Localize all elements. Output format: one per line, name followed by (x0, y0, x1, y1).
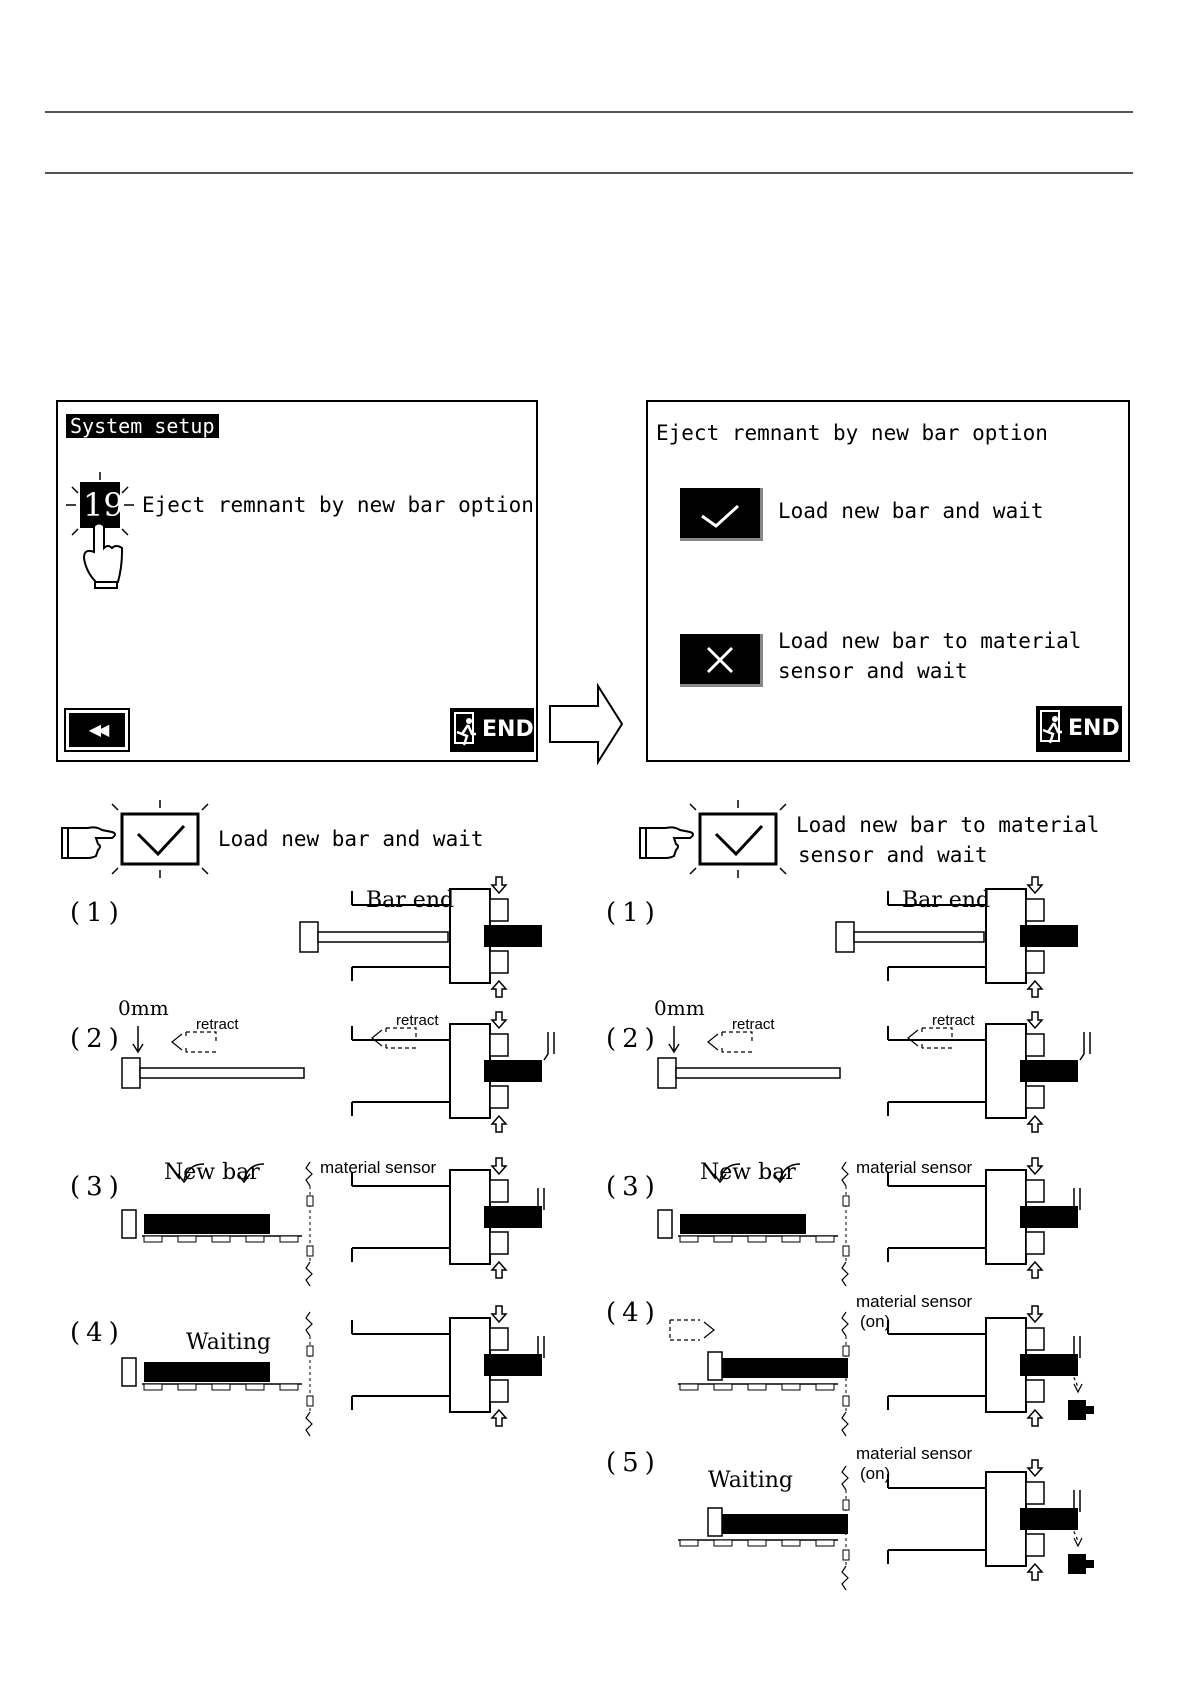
left-step4-label: (4) (70, 1318, 125, 1348)
right-sensor-on-label-5: (on) (860, 1464, 891, 1483)
left-heading: Load new bar and wait (218, 827, 484, 851)
screen-header: System setup (66, 414, 219, 438)
right-step3-label: (3) (606, 1172, 661, 1202)
pointing-hand-icon (640, 827, 693, 858)
item-number: 19 (83, 486, 124, 524)
left-step2-diagram (122, 1012, 554, 1132)
left-retract-label-1: retract (196, 1016, 239, 1033)
left-bar-end-label: Bar end (366, 888, 455, 913)
right-step5-label: (5) (606, 1448, 661, 1478)
option1-label: Load new bar and wait (778, 499, 1044, 523)
item-label: Eject remnant by new bar option (142, 493, 534, 517)
left-retract-label-2: retract (396, 1012, 439, 1029)
checkmark-icon (122, 814, 198, 864)
right-zero-mm-label: 0mm (654, 996, 705, 1020)
end-button-label: END (1068, 716, 1120, 741)
right-heading-line1: Load new bar to material (796, 813, 1100, 837)
left-step2-label: (2) (70, 1024, 125, 1054)
right-material-sensor-label-3: material sensor (856, 1158, 973, 1177)
option2-label-line1: Load new bar to material (778, 629, 1082, 653)
left-step3-label: (3) (70, 1172, 125, 1202)
pointing-hand-icon (62, 827, 115, 858)
option-screen-title: Eject remnant by new bar option (656, 421, 1048, 445)
option2-label-line2: sensor and wait (778, 659, 968, 683)
right-material-sensor-label-4: material sensor (856, 1292, 973, 1311)
right-step1-label: (1) (606, 898, 661, 928)
right-bar-end-label: Bar end (902, 888, 991, 913)
back-button-face: ◀◀ (69, 713, 125, 747)
right-waiting-label: Waiting (708, 1468, 793, 1493)
left-waiting-label: Waiting (186, 1330, 271, 1355)
left-zero-mm-label: 0mm (118, 996, 169, 1020)
right-sensor-on-label-4: (on) (860, 1312, 891, 1331)
right-retract-label-2: retract (932, 1012, 975, 1029)
right-heading-line2: sensor and wait (798, 843, 988, 867)
right-retract-label-1: retract (732, 1016, 775, 1033)
right-material-sensor-label-5: material sensor (856, 1444, 973, 1463)
left-step1-label: (1) (70, 898, 125, 928)
right-step2-label: (2) (606, 1024, 661, 1054)
right-new-bar-label: New bar (700, 1160, 796, 1185)
left-new-bar-label: New bar (164, 1160, 260, 1185)
end-button-label: END (482, 717, 534, 742)
checkmark-icon (700, 814, 776, 864)
left-material-sensor-label: material sensor (320, 1158, 437, 1177)
right-step4-label: (4) (606, 1298, 661, 1328)
left-step4-diagram (122, 1306, 544, 1436)
right-step2-diagram (658, 1012, 1090, 1132)
